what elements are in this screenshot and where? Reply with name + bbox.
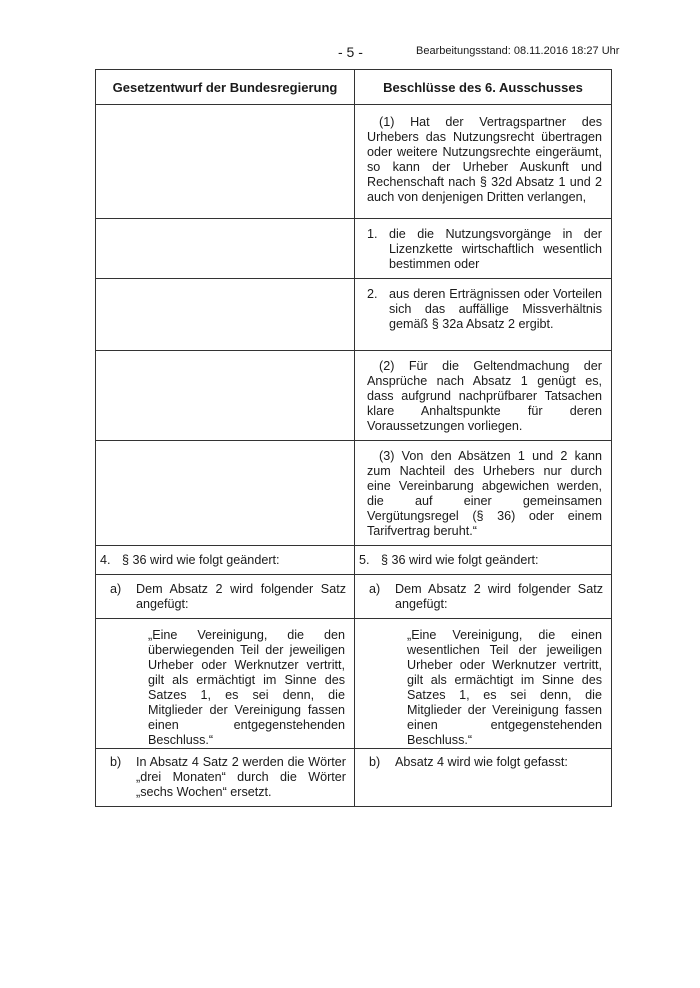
empty-cell [96, 279, 355, 351]
table-row [96, 546, 612, 575]
synopsis-table [95, 69, 612, 807]
table-row [96, 749, 612, 807]
table-cell [355, 619, 612, 749]
sub-label: a) [110, 582, 122, 596]
quote-left: „Eine Vereinigung, die den überwiegenden Teil der jeweiligen Urheber oder Werknutzer vertritt, gilt als ermächtigt im Sinne des Satzes 1, es sei denn, die Mitglieder der Vereinigung fassen einen entgegenstehenden Beschluss.“ [148, 628, 345, 747]
sub-item [355, 749, 611, 770]
column-header-right: Beschlüsse des 6. Ausschusses [355, 70, 612, 105]
list-text: § 36 wird wie folgt geändert: [381, 553, 539, 567]
sub-item [96, 575, 354, 612]
table-cell [355, 279, 612, 351]
table-cell [96, 546, 355, 575]
table-cell [355, 546, 612, 575]
list-number: 2. [367, 287, 378, 301]
paragraph-2: (2) Für die Geltendmachung der Ansprüche nach Absatz 1 genügt es, dass aufgrund nachprüfbarer Tatsachen klare Anhaltspunkte für deren Voraussetzungen vorliegen. [367, 359, 602, 433]
sub-label: b) [110, 755, 122, 769]
table-cell [355, 351, 612, 441]
table-row [96, 105, 612, 219]
table-cell [355, 105, 612, 219]
table-row [96, 279, 612, 351]
list-item [96, 546, 354, 572]
sub-label: a) [369, 582, 381, 596]
sub-item [355, 575, 611, 612]
list-text: aus deren Erträgnissen oder Vorteilen sich das auffällige Missverhältnis gemäß § 32a Absatz 2 ergibt. [389, 287, 602, 331]
quote-right: „Eine Vereinigung, die einen wesentlichen Teil der jeweiligen Urheber oder Werknutzer vertritt, gilt als ermächtigt im Sinne des Satzes 1, es sei denn, die Mitglieder der Vereinigung fassen einen entgegenstehenden Beschluss.“ [407, 628, 602, 747]
table-cell [355, 441, 612, 546]
table-cell [355, 219, 612, 279]
table-header-row [96, 70, 612, 105]
empty-cell [96, 351, 355, 441]
table-cell [96, 619, 355, 749]
empty-cell [96, 441, 355, 546]
table-row [96, 351, 612, 441]
sub-text: Dem Absatz 2 wird folgender Satz angefügt: [136, 582, 346, 611]
table-row [96, 441, 612, 546]
list-text: die die Nutzungsvorgänge in der Lizenzkette wirtschaftlich wesentlich bestimmen oder [389, 227, 602, 271]
table-row [96, 619, 612, 749]
paragraph-1: (1) Hat der Vertragspartner des Urhebers das Nutzungsrecht übertragen oder weitere Nutzungsrechte eingeräumt, so kann der Urheber Auskunft und Rechenschaft nach § 32d Absatz 1 und 2 auch von denjenigen Dritten verlangen, [367, 115, 602, 204]
table-cell [355, 575, 612, 619]
list-item [355, 219, 611, 278]
table-cell [96, 749, 355, 807]
column-header-left: Gesetzentwurf der Bundesregierung [96, 70, 355, 105]
page-number: - 5 - [338, 44, 363, 60]
list-item [355, 279, 611, 338]
table-cell [355, 749, 612, 807]
empty-cell [96, 105, 355, 219]
list-text: § 36 wird wie folgt geändert: [122, 553, 280, 567]
sub-item [96, 749, 354, 800]
sub-text: Dem Absatz 2 wird folgender Satz angefügt: [395, 582, 603, 611]
table-cell [96, 575, 355, 619]
paragraph-3: (3) Von den Absätzen 1 und 2 kann zum Nachteil des Urhebers nur durch eine Vereinbarung abgewichen werden, die auf einer gemeinsamen Vergütungsregel (§ 36) oder einem Tarifvertrag beruht.“ [367, 449, 602, 538]
sub-label: b) [369, 755, 381, 769]
table-row [96, 219, 612, 279]
sub-text: In Absatz 4 Satz 2 werden die Wörter „drei Monaten“ durch die Wörter „sechs Wochen“ ersetzt. [136, 755, 346, 799]
list-item [355, 546, 611, 572]
empty-cell [96, 219, 355, 279]
sub-text: Absatz 4 wird wie folgt gefasst: [395, 755, 568, 769]
list-number: 4. [100, 553, 111, 567]
list-number: 5. [359, 553, 370, 567]
table-row [96, 575, 612, 619]
edit-status: Bearbeitungsstand: 08.11.2016 18:27 Uhr [416, 45, 620, 57]
list-number: 1. [367, 227, 378, 241]
